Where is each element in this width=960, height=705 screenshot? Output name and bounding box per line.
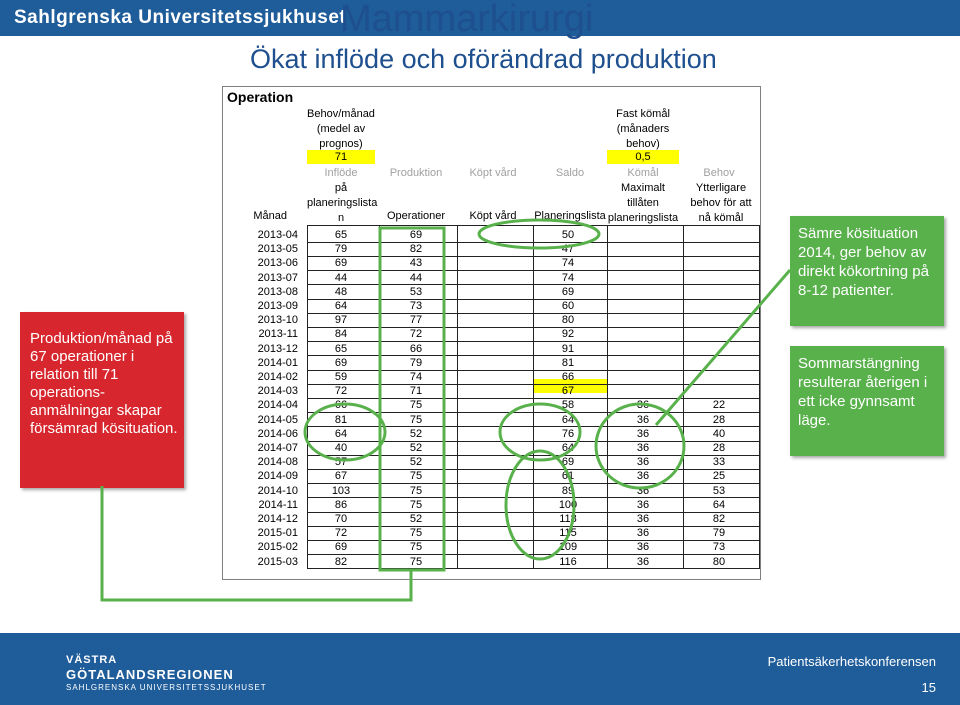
table-cell: 59 — [334, 371, 348, 383]
column-divider — [457, 225, 458, 569]
org-line1: VÄSTRA — [66, 654, 118, 666]
table-cell: 2014-02 — [257, 371, 298, 383]
table-cell: 22 — [712, 399, 726, 412]
group-produktion: Produktion — [389, 167, 443, 179]
table-cell — [683, 228, 755, 242]
conference-name: Patientsäkerhetskonferensen — [767, 654, 936, 669]
table-cell: 36 — [636, 470, 650, 483]
table-cell: 64 — [561, 413, 575, 426]
group-kopt-vard: Köpt vård — [469, 167, 517, 179]
table-cell: 2015-02 — [257, 541, 298, 554]
table-cell: 2015-01 — [257, 527, 298, 540]
table-cell: 100 — [558, 498, 578, 511]
table-cell: 2013-05 — [257, 243, 298, 256]
table-cell: 79 — [334, 243, 348, 256]
table-cell — [607, 256, 679, 270]
slide-title: Mammarkirurgi — [340, 0, 594, 40]
table-cell: 75 — [409, 413, 423, 426]
table-cell: 69 — [334, 257, 348, 270]
table-cell: 70 — [334, 513, 348, 525]
table-cell: 52 — [409, 427, 423, 440]
behov-header: Behov/månad (medel av prognos) — [307, 108, 375, 150]
table-cell: 2013-06 — [257, 257, 298, 270]
table-cell: 36 — [636, 413, 650, 426]
table-cell: 47 — [561, 243, 575, 256]
group-saldo: Saldo — [555, 167, 585, 179]
table-cell: 36 — [636, 399, 650, 412]
table-cell: 75 — [409, 498, 423, 511]
table-cell: 25 — [712, 470, 726, 483]
table-cell: 40 — [334, 442, 348, 454]
table-cell: 75 — [409, 484, 423, 497]
table-cell — [607, 271, 679, 285]
table-cell: 74 — [561, 257, 575, 270]
table-cell: 81 — [561, 356, 575, 369]
slide-subtitle: Ökat inflöde och oförändrad produktion — [250, 44, 717, 74]
table-cell — [683, 256, 755, 270]
table-cell: 50 — [561, 229, 575, 241]
table-cell: 2014-09 — [257, 470, 298, 483]
hospital-name: Sahlgrenska Universitetssjukhuset — [14, 7, 347, 28]
table-cell: 79 — [712, 527, 726, 540]
table-cell: 69 — [409, 229, 423, 241]
table-cell: 2014-06 — [257, 427, 298, 440]
col-manad: Månad — [253, 210, 287, 222]
table-cell: 2015-03 — [257, 555, 298, 568]
table-cell: 52 — [409, 456, 423, 469]
table-cell: 2014-01 — [257, 356, 298, 369]
table-cell: 67 — [561, 385, 575, 398]
table-cell: 2013-04 — [257, 229, 298, 241]
table-cell: 72 — [334, 385, 348, 398]
table-cell: 77 — [409, 314, 423, 327]
table-cell — [607, 342, 679, 356]
table-cell: 75 — [409, 399, 423, 412]
table-cell: 69 — [334, 356, 348, 369]
table-cell — [683, 327, 755, 341]
table-section-label: Operation — [227, 89, 294, 105]
table-cell: 80 — [561, 314, 575, 327]
table-cell: 2014-12 — [257, 513, 298, 525]
table-cell: 81 — [334, 413, 348, 426]
table-cell: 36 — [636, 427, 650, 440]
table-cell: 36 — [636, 541, 650, 554]
col-inflode: på planeringslista n — [307, 182, 378, 224]
table-cell: 69 — [561, 285, 575, 298]
group-behov: Behov — [703, 167, 735, 179]
table-cell — [683, 370, 755, 384]
table-cell: 74 — [561, 271, 575, 284]
table-cell — [607, 242, 679, 256]
column-divider — [533, 225, 534, 569]
summer-callout: Sommarstängning resulterar återigen i ett icke gynnsamt läge. — [790, 346, 944, 456]
table-cell: 116 — [559, 555, 577, 568]
table-cell: 36 — [636, 484, 650, 497]
table-cell: 28 — [712, 442, 726, 454]
table-cell: 103 — [331, 484, 351, 497]
table-cell: 74 — [409, 371, 423, 383]
table-cell: 2013-12 — [257, 342, 298, 355]
table-cell: 2013-11 — [258, 328, 298, 341]
table-cell: 33 — [712, 456, 726, 469]
column-divider — [607, 225, 608, 569]
org-line3: SAHLGRENSKA UNIVERSITETSSJUKHUSET — [66, 683, 267, 692]
table-cell: 48 — [334, 285, 348, 298]
table-cell: 72 — [409, 328, 423, 341]
col-ytterligare-behov: Ytterligare behov för att nå kömål — [690, 182, 752, 224]
table-cell: 118 — [559, 513, 577, 525]
col-operationer: Operationer — [386, 210, 446, 222]
table-cell: 72 — [334, 527, 348, 540]
table-cell: 97 — [334, 314, 348, 327]
table-cell: 92 — [561, 328, 575, 341]
table-cell: 76 — [561, 427, 575, 440]
table-cell — [607, 228, 679, 242]
production-note: Produktion/månad på 67 operationer i relation till 71 operations-anmälningar skapar försämrad kösituation. — [20, 312, 184, 488]
table-cell — [683, 342, 755, 356]
queue-callout: Sämre kösituation 2014, ger behov av direkt kökortning på 8-12 patienter. — [790, 216, 944, 326]
table-cell: 57 — [334, 456, 348, 469]
header-divider — [307, 225, 759, 226]
table-cell — [683, 271, 755, 285]
table-cell: 69 — [334, 541, 348, 554]
table-cell: 36 — [636, 456, 650, 469]
table-cell: 65 — [334, 229, 348, 241]
table-cell: 52 — [409, 442, 423, 454]
table-cell: 64 — [561, 442, 575, 454]
table-cell: 36 — [636, 513, 650, 525]
table-cell: 36 — [636, 555, 650, 568]
table-cell: 2014-04 — [257, 399, 298, 412]
table-cell: 2014-08 — [257, 456, 298, 469]
table-cell: 2013-09 — [257, 300, 298, 312]
column-divider — [683, 225, 684, 569]
table-cell — [683, 313, 755, 327]
table-cell: 44 — [334, 271, 348, 284]
col-kopt-vard: Köpt vård — [469, 210, 517, 222]
column-divider — [759, 225, 760, 569]
table-cell: 28 — [712, 413, 726, 426]
table-cell: 64 — [712, 498, 726, 511]
table-cell: 52 — [409, 513, 423, 525]
group-inflode: Inflöde — [324, 167, 358, 179]
table-cell — [607, 356, 679, 370]
table-cell: 66 — [561, 371, 575, 383]
table-cell — [683, 242, 755, 256]
table-cell: 36 — [636, 442, 650, 454]
table-cell: 43 — [409, 257, 423, 270]
table-cell — [607, 313, 679, 327]
table-cell: 53 — [409, 285, 423, 298]
org-line2: GÖTALANDSREGIONEN — [66, 667, 234, 682]
kommal-header: Fast kömål (månaders behov) — [616, 108, 670, 150]
table-cell: 84 — [334, 328, 348, 341]
table-cell: 66 — [409, 342, 423, 355]
table-cell: 82 — [712, 513, 726, 525]
table-cell: 75 — [409, 555, 423, 568]
table-cell — [683, 384, 755, 398]
table-cell: 44 — [409, 271, 423, 284]
table-cell: 2014-05 — [257, 413, 298, 426]
table-cell — [683, 285, 755, 299]
table-cell: 75 — [409, 541, 423, 554]
group-kommal: Kömål — [627, 167, 659, 179]
table-cell: 73 — [712, 541, 726, 554]
table-cell: 40 — [712, 427, 726, 440]
table-cell: 2014-03 — [257, 385, 298, 398]
table-cell: 115 — [559, 527, 577, 540]
table-cell: 91 — [561, 342, 575, 355]
table-cell: 75 — [409, 470, 423, 483]
data-table-panel — [222, 86, 761, 580]
table-cell: 2014-11 — [258, 498, 298, 511]
table-cell: 109 — [558, 541, 578, 554]
table-cell: 71 — [409, 385, 423, 398]
table-cell: 2013-10 — [257, 314, 298, 327]
table-cell: 2013-07 — [257, 271, 298, 284]
column-divider — [379, 225, 380, 569]
table-cell: 53 — [712, 484, 726, 497]
table-cell: 89 — [561, 484, 575, 497]
behov-value: 71 — [334, 151, 348, 163]
column-divider — [307, 225, 308, 569]
table-cell: 79 — [409, 356, 423, 369]
table-cell: 86 — [334, 498, 348, 511]
table-cell: 80 — [712, 555, 726, 568]
table-cell: 75 — [409, 527, 423, 540]
table-cell: 73 — [409, 300, 423, 312]
table-cell: 58 — [561, 399, 575, 412]
table-cell: 2014-10 — [257, 484, 298, 497]
table-cell: 64 — [334, 427, 348, 440]
table-cell: 36 — [636, 527, 650, 540]
table-cell: 82 — [409, 243, 423, 256]
table-cell — [683, 356, 755, 370]
table-cell: 60 — [561, 300, 575, 312]
table-cell — [607, 370, 679, 384]
col-planeringslista: Planeringslista — [534, 210, 606, 222]
table-cell: 64 — [334, 300, 348, 312]
table-cell: 67 — [334, 470, 348, 483]
table-cell — [607, 299, 679, 313]
table-cell — [607, 285, 679, 299]
table-cell: 69 — [561, 456, 575, 469]
table-cell — [607, 384, 679, 398]
table-cell: 61 — [561, 470, 575, 483]
table-cell: 65 — [334, 342, 348, 355]
table-cell: 36 — [636, 498, 650, 511]
kommal-value: 0,5 — [635, 151, 651, 163]
table-cell: 66 — [334, 399, 348, 412]
page-number: 15 — [921, 680, 936, 695]
table-cell: 82 — [334, 555, 348, 568]
table-cell — [683, 299, 755, 313]
table-cell — [607, 327, 679, 341]
table-cell: 2014-07 — [257, 442, 298, 454]
table-cell: 2013-08 — [257, 285, 298, 298]
col-max-tillaten: Maximalt tillåten planeringslista — [607, 182, 679, 224]
